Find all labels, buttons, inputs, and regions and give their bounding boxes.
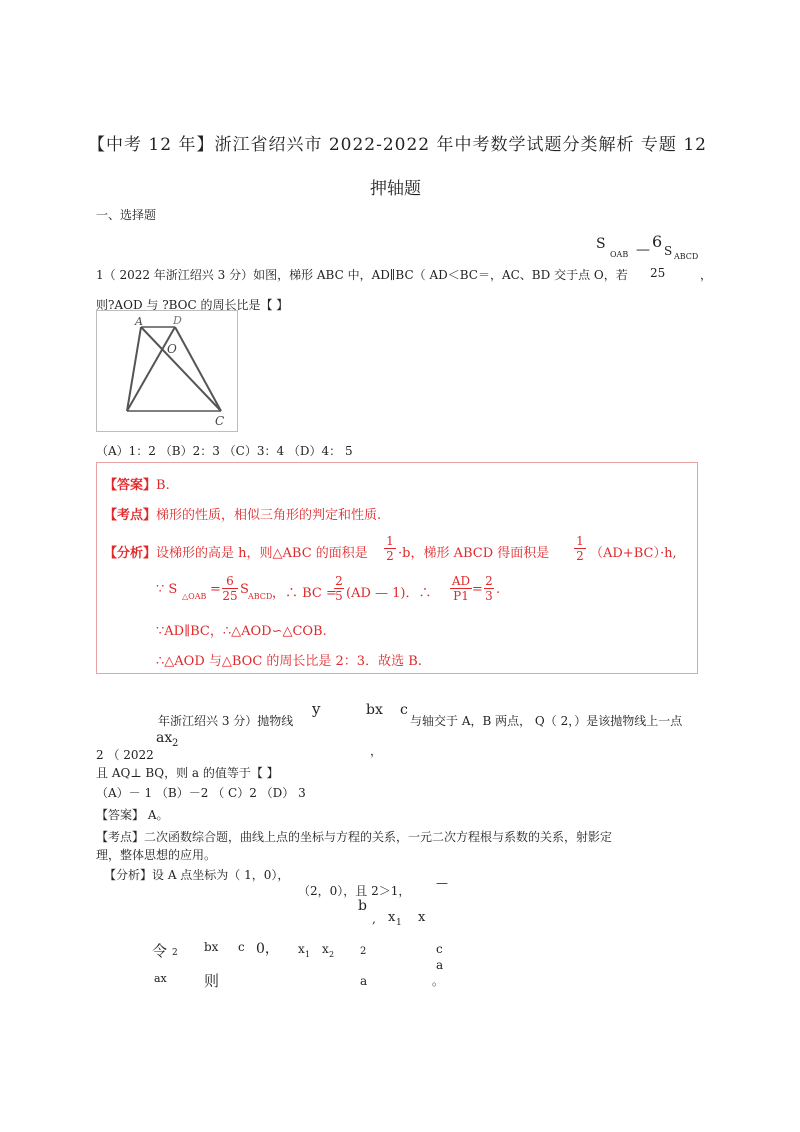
q1-fx-val1: 设梯形的高是 h，则△ABC 的面积是 — [156, 546, 368, 561]
half2-num: 1 — [574, 534, 586, 549]
l2b: = — [210, 582, 221, 597]
l2f4d: 3 — [485, 589, 493, 603]
q1-stem2: 则?AOD 与 ?BOC 的周长比是【 】 — [96, 298, 289, 312]
q2-stem2: 且 AQ⊥ BQ，则 a 的值等于【 】 — [96, 766, 279, 780]
q2-ling: 令 — [152, 942, 168, 960]
q1-kd-value: 梯形的性质，相似三角形的判定和性质. — [156, 508, 382, 523]
q2-stem-b: 与轴交于 A，B 两点， Q（ 2，）是该抛物线上一点 — [410, 714, 683, 728]
q1-kd-tag: 【考点】 — [104, 508, 157, 523]
q1-answer-tag: 【答案】 — [104, 478, 157, 493]
q2-fx: 【分析】设 A 点坐标为（ 1，0）， — [104, 868, 290, 882]
q1-answer-value: B. — [156, 478, 170, 493]
q1-fx-val2: ·b，梯形 ABCD 得面积是 — [398, 546, 550, 561]
q2-bx: bx — [366, 702, 383, 718]
l2e: (AD — 1)．∴ — [346, 586, 432, 601]
half2-den: 2 — [576, 549, 584, 563]
q1-twentyfive: 25 — [650, 266, 666, 280]
q2-ze: 则 — [204, 972, 220, 990]
l2f4n: 2 — [485, 574, 493, 588]
q2-comma: ， — [370, 744, 383, 758]
q2-ax2: ax — [154, 972, 167, 985]
q2-two: 2 — [172, 948, 178, 958]
l2d: ，∴ BC = — [272, 586, 337, 601]
l2f1n: 6 — [222, 574, 238, 589]
q2-fx-b: （2，0），且 2＞1， — [298, 884, 411, 898]
q1-answer-box — [96, 462, 698, 674]
q1-fx-tag: 【分析】 — [104, 546, 157, 561]
q1-s-label: S — [596, 236, 606, 252]
label-c: C — [215, 414, 225, 428]
q1-line3: ∵AD∥BC，∴△AOD∽△COB. — [156, 624, 327, 639]
q1-six: 6 — [652, 232, 663, 251]
q2-x1-sub: 1 — [396, 918, 402, 928]
q2-x: x — [418, 910, 426, 925]
l2c: S — [240, 582, 249, 597]
q2-a4: a — [360, 974, 368, 988]
q2-ax: ax — [156, 730, 173, 746]
q2-options: （A）－ 1 （B）－2 （ C）2 （D） 3 — [96, 786, 306, 800]
l2a: ∵ S — [156, 582, 178, 597]
l2f3d: P1 — [453, 589, 469, 603]
q2-y: y — [312, 700, 321, 718]
l2sub2: ABCD — [248, 592, 273, 601]
page-title-line2: 押轴题 — [370, 179, 421, 199]
q2-x1b: x — [298, 942, 305, 956]
q2-b: b — [358, 898, 367, 914]
q2-c3: c — [436, 942, 443, 956]
label-o: O — [167, 342, 177, 356]
q1-line4: ∴△AOD 与△BOC 的周长比是 2：3．故选 B. — [156, 654, 422, 669]
trapezoid-figure — [96, 310, 238, 432]
page-title-line1: 【中考 12 年】浙江省绍兴市 2022-2022 年中考数学试题分类解析 专题 12 — [88, 135, 707, 155]
q1-s2-label: S — [664, 244, 673, 258]
l2f2d: 5 — [335, 589, 343, 603]
l2g: . — [496, 582, 501, 597]
l2f3n: AD — [451, 574, 471, 588]
l2sub: △OAB — [182, 592, 207, 601]
q2-number: 2 （ 2022 — [96, 748, 154, 762]
q2-x1b-sub: 1 — [305, 950, 311, 959]
trapezoid-diagram — [97, 311, 237, 431]
q2-kd1: 【考点】二次函数综合题，曲线上点的坐标与方程的关系，一元二次方程根与系数的关系，射影定 — [96, 830, 613, 844]
q2-zero: 0， — [256, 941, 279, 957]
q1-options: （A）1：2 （B）2：3 （C）3：4 （D）4： 5 — [96, 444, 353, 458]
half1-num: 1 — [384, 534, 396, 549]
q1-stem: 1（ 2022 年浙江绍兴 3 分）如图，梯形 ABC 中，AD∥BC（ AD＜BC＝，AC、BD 交于点 O，若 — [96, 268, 628, 282]
q2-c: c — [400, 702, 408, 718]
q2-comma2: , — [372, 912, 376, 926]
q2-a3: a — [436, 958, 444, 972]
q2-dash: — — [436, 876, 448, 890]
q1-comma: ， — [700, 268, 713, 282]
section-heading: 一、选择题 — [96, 208, 157, 222]
q2-answer: 【答案】 A。 — [96, 808, 169, 822]
half1-den: 2 — [386, 549, 394, 563]
q2-dot: 。 — [432, 974, 445, 988]
q2-stem-a: 年浙江绍兴 3 分）抛物线 — [158, 714, 294, 728]
q2-x2b: x — [322, 942, 329, 956]
l2f2n: 2 — [335, 574, 343, 588]
q2-c2: c — [238, 940, 245, 954]
q1-fx-val3: （AD+BC）·h, — [590, 546, 677, 561]
l2f: = — [472, 582, 483, 597]
q2-x2b-sub: 2 — [329, 950, 335, 959]
label-d: D — [173, 314, 182, 327]
q1-dash: — — [636, 242, 650, 258]
q2-bx2: bx — [204, 940, 219, 954]
label-a: A — [135, 315, 143, 328]
q1-s-sub: OAB — [610, 250, 629, 259]
l2f1d: 25 — [222, 589, 238, 603]
q2-ax-sub: 2 — [172, 738, 179, 749]
q2-x1: x — [388, 910, 396, 925]
q2-two2: 2 — [360, 946, 367, 957]
q2-kd2: 理，整体思想的应用。 — [96, 848, 217, 862]
q1-s2-sub: ABCD — [674, 252, 699, 261]
